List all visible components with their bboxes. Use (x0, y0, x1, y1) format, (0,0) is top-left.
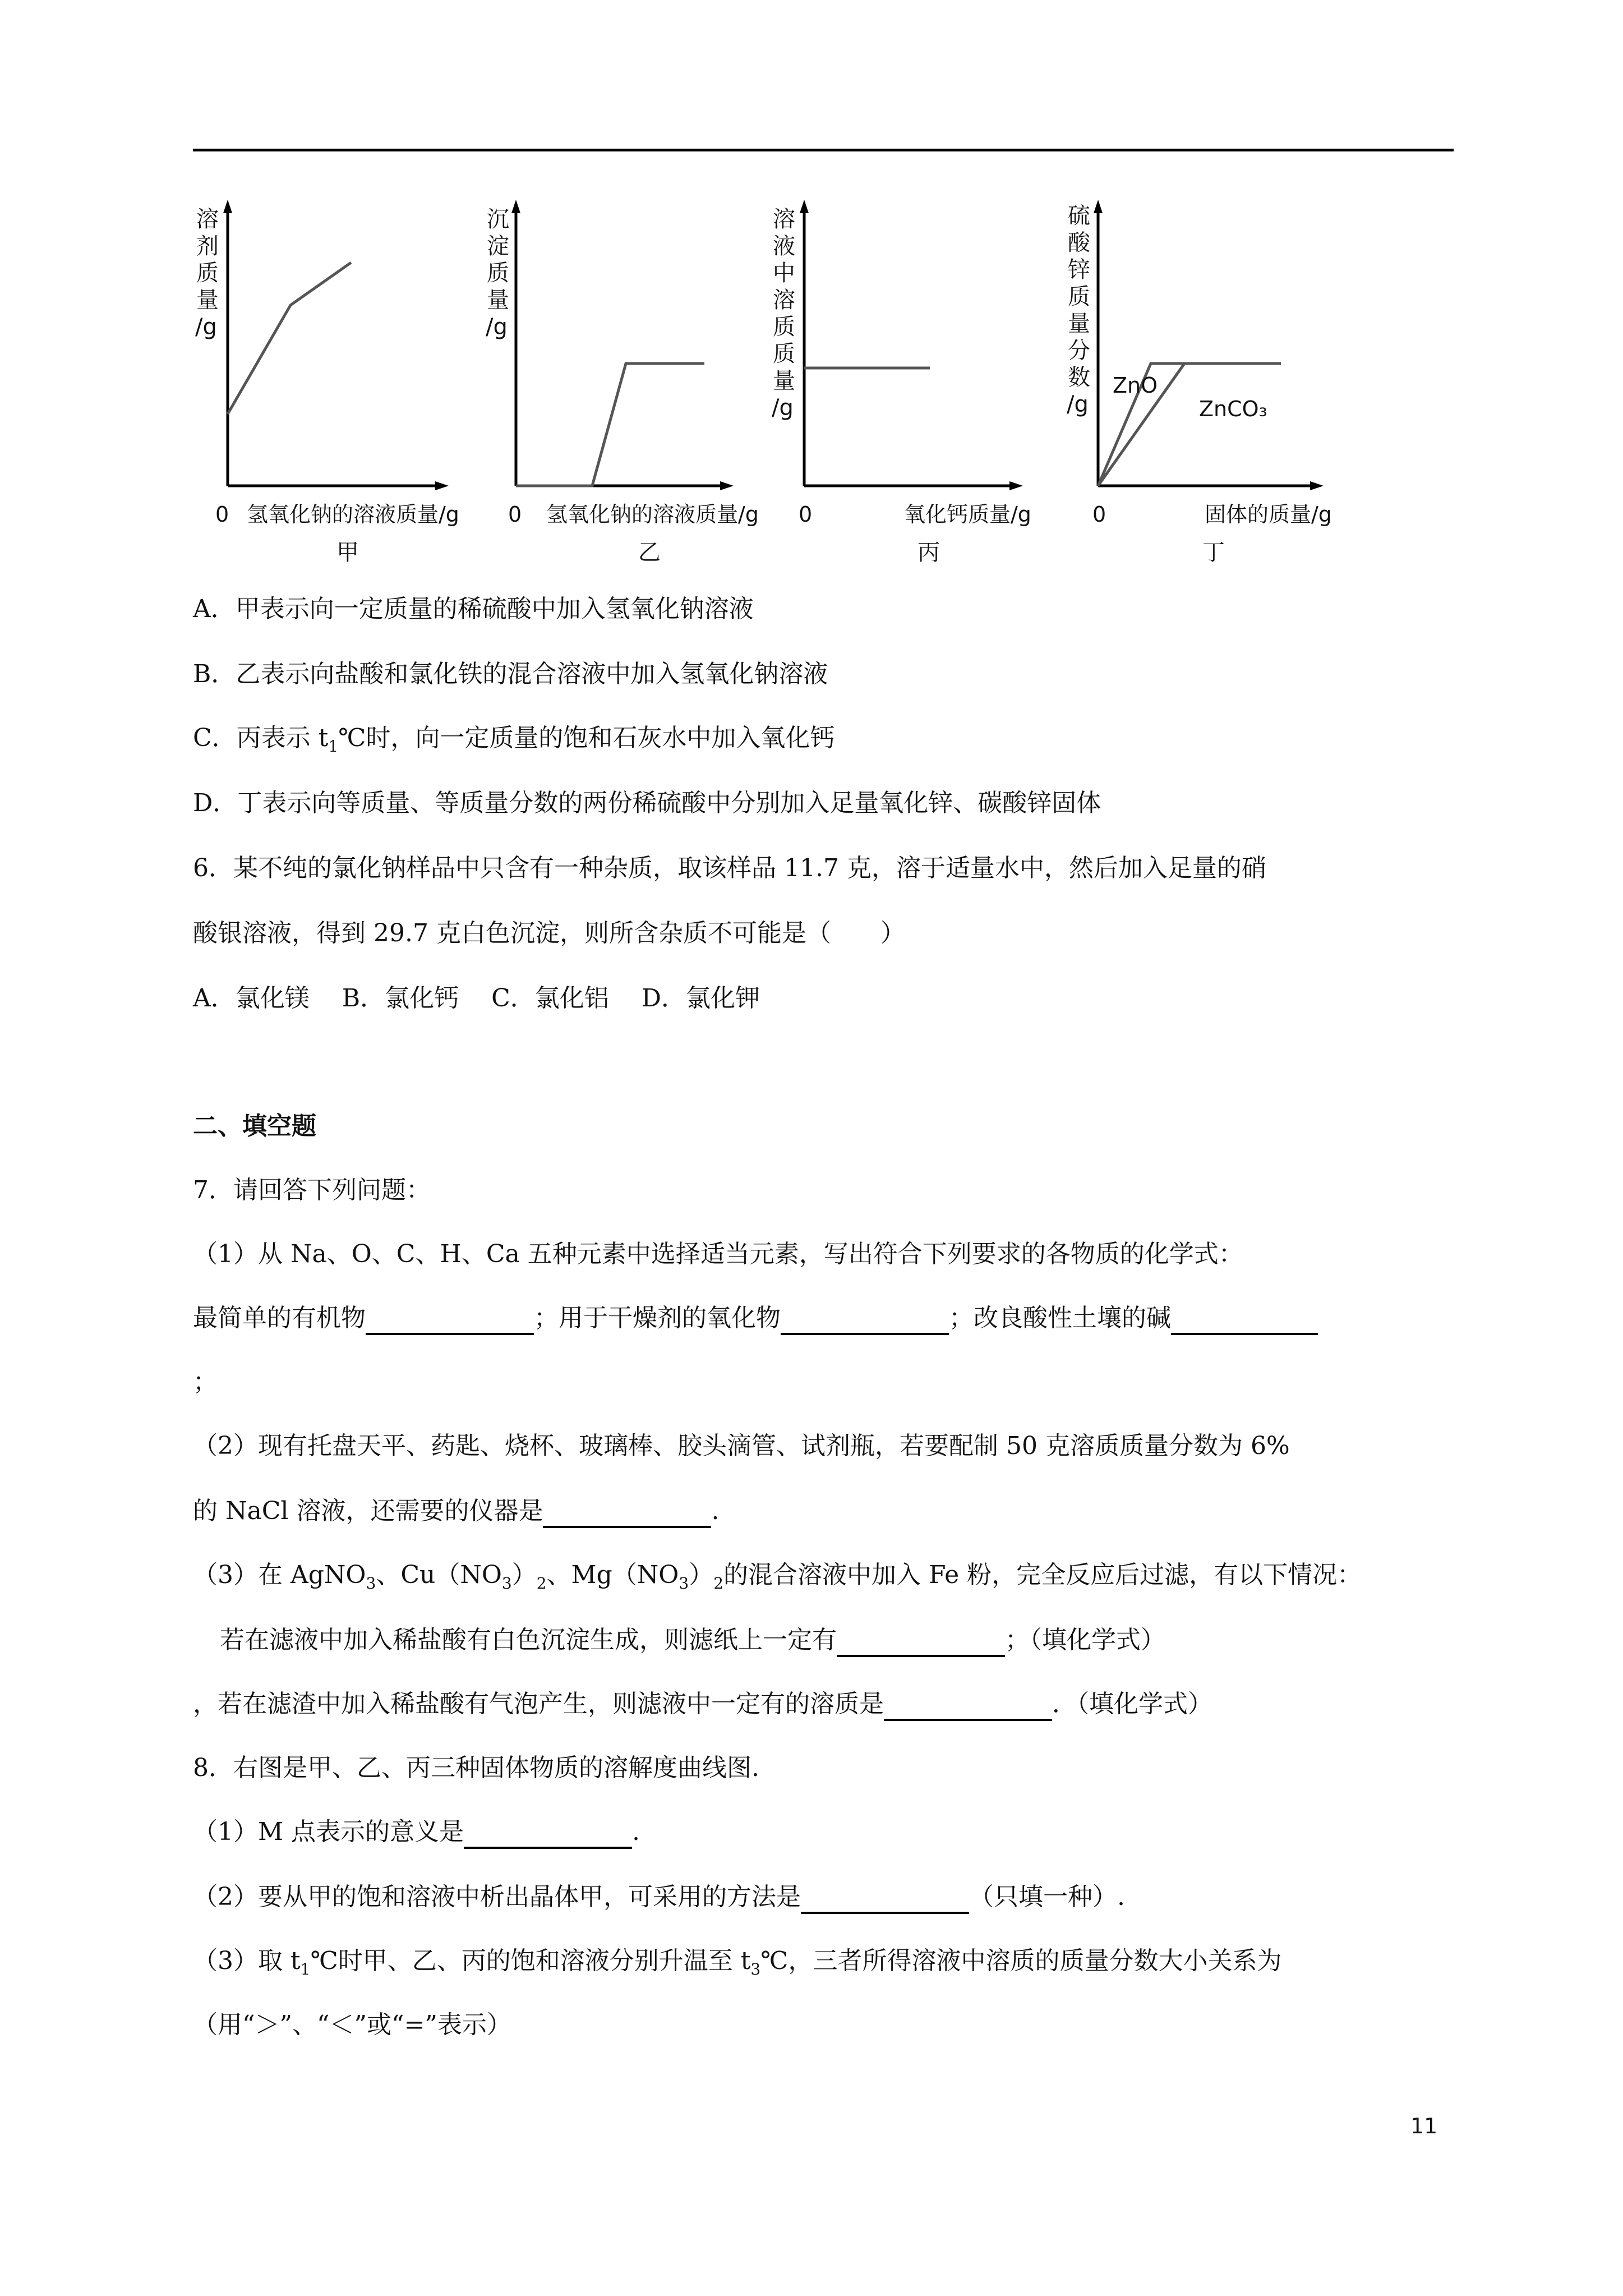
jia-xlabel: 氢氧化钠的溶液质量/g (247, 502, 459, 527)
bing-y-arrow (800, 200, 809, 213)
jia-ylabel-4: /g (195, 314, 217, 340)
ding-label-zno: ZnO (1113, 373, 1158, 398)
q6-line-1: 6．某不纯的氯化钠样品中只含有一种杂质，取该样品 11.7 克，溶于适量水中，然后加入足量的硝 (193, 854, 1266, 882)
q8-part3-line1 (193, 1944, 1281, 1986)
ding-label-znco3: ZnCO₃ (1199, 397, 1267, 421)
q7-p3-c: ） (511, 1561, 537, 1589)
q7-part3-line1 (193, 1558, 1362, 1600)
q7-part2-line2 (193, 1494, 719, 1528)
q5-option-a: A．甲表示向一定质量的稀硫酸中加入氢氧化钠溶液 (193, 595, 754, 623)
answer-blank-instrument[interactable] (543, 1500, 711, 1528)
chart-jia (195, 200, 459, 565)
q8-p3-c: ℃，三者所得溶液中溶质的质量分数大小关系为 (760, 1947, 1282, 1975)
answer-blank-m-point[interactable] (464, 1821, 632, 1849)
yi-x-arrow (720, 481, 734, 490)
q8-stem: 8．右图是甲、乙、丙三种固体物质的溶解度曲线图. (193, 1754, 759, 1782)
chart-bing (772, 200, 1031, 565)
q7-p3-s3: 2 (536, 1573, 547, 1593)
yi-origin: 0 (508, 502, 522, 527)
jia-line (228, 263, 351, 414)
jia-caption: 甲 (336, 540, 359, 565)
bing-ylabel-0: 溶 (773, 206, 795, 232)
q7-p3-e: ） (689, 1561, 714, 1589)
figure-four-graphs (195, 194, 1339, 567)
ding-ylabel-5: 分 (1068, 338, 1090, 364)
bing-ylabel-3: 溶 (773, 287, 795, 313)
yi-ylabel-2: 质 (487, 260, 509, 286)
bing-ylabel-2: 中 (773, 260, 795, 286)
q8-part2 (193, 1880, 1125, 1914)
yi-ylabel-0: 沉 (487, 206, 509, 232)
ding-ylabel-1: 酸 (1068, 230, 1090, 256)
q8-p1b: . (632, 1818, 640, 1846)
page-number: 11 (1410, 2114, 1438, 2138)
bing-x-arrow (1009, 481, 1023, 490)
jia-ylabel-1: 剂 (196, 233, 219, 259)
q5-option-c-pre: C．丙表示 t (193, 724, 329, 752)
q7-p3-s4: 3 (679, 1573, 689, 1593)
q7-part2-line1: （2）现有托盘天平、药匙、烧杯、玻璃棒、胶头滴管、试剂瓶，若要配制 50 克溶质质量分数为 6% (193, 1432, 1290, 1460)
ding-ylabel-0: 硫 (1068, 203, 1090, 229)
ding-ylabel-4: 量 (1068, 311, 1090, 337)
yi-caption: 乙 (638, 540, 661, 565)
jia-origin: 0 (215, 502, 229, 527)
answer-blank-base[interactable] (1171, 1307, 1318, 1335)
q7-p2b: 的 NaCl 溶液，还需要的仪器是 (193, 1497, 543, 1525)
q7-p3-a: （3）在 AgNO (193, 1561, 366, 1589)
q8-p2b: （只填一种）. (969, 1883, 1125, 1911)
q7-p3l2b: ；（填化学式） (1005, 1626, 1165, 1654)
yi-ylabel-3: 量 (487, 287, 509, 313)
yi-line (516, 364, 704, 486)
q5-option-d: D．丁表示向等质量、等质量分数的两份稀硫酸中分别加入足量氧化锌、碳酸锌固体 (193, 789, 1101, 817)
q7-p3-s1: 3 (366, 1573, 376, 1593)
q7-p3l2a: 若在滤液中加入稀盐酸有白色沉淀生成，则滤纸上一定有 (220, 1626, 837, 1654)
q7-p1b: ；用于干燥剂的氧化物 (534, 1304, 781, 1332)
q7-p3-s2: 3 (501, 1573, 512, 1593)
graphs-svg (195, 194, 1339, 567)
answer-blank-filter-paper[interactable] (837, 1629, 1005, 1657)
ding-ylabel-7: /g (1067, 392, 1089, 417)
ding-x-arrow (1310, 481, 1324, 490)
q7-p1a: 最简单的有机物 (193, 1304, 366, 1332)
yi-xlabel: 氢氧化钠的溶液质量/g (546, 502, 759, 527)
bing-caption: 丙 (917, 540, 940, 565)
q8-part1 (193, 1815, 640, 1849)
answer-blank-organic[interactable] (366, 1307, 534, 1335)
q6-line-2: 酸银溶液，得到 29.7 克白色沉淀，则所含杂质不可能是（ ） (193, 919, 905, 947)
q7-part1: （1）从 Na、O、C、H、Ca 五种元素中选择适当元素，写出符合下列要求的各物质的化学式： (193, 1240, 1243, 1268)
q5-option-b: B．乙表示向盐酸和氯化铁的混合溶液中加入氢氧化钠溶液 (193, 660, 828, 688)
q7-p3-d: 、Mg（NO (546, 1561, 679, 1589)
ding-xlabel: 固体的质量/g (1205, 502, 1332, 527)
jia-x-arrow (435, 481, 449, 490)
ding-caption: 丁 (1202, 540, 1225, 565)
yi-ylabel-4: /g (486, 314, 508, 340)
q7-part1-blanks (193, 1301, 1318, 1335)
chart-yi (486, 200, 759, 565)
jia-ylabel-3: 量 (196, 287, 219, 313)
q8-p1a: （1）M 点表示的意义是 (193, 1818, 464, 1846)
bing-ylabel-5: 质 (773, 341, 795, 367)
chart-ding (1067, 200, 1332, 565)
answer-blank-desiccant[interactable] (781, 1307, 949, 1335)
jia-y-arrow (223, 200, 232, 213)
jia-ylabel-0: 溶 (196, 206, 219, 232)
q7-stem: 7．请回答下列问题： (193, 1176, 431, 1204)
q5-option-c (193, 721, 834, 763)
q7-part1-end: ； (193, 1368, 218, 1396)
bing-ylabel-7: /g (772, 395, 794, 421)
answer-blank-solute[interactable] (884, 1693, 1052, 1721)
bing-ylabel-1: 液 (773, 233, 795, 259)
section-title-fill-in: 二、填空题 (193, 1112, 316, 1140)
ding-ylabel-3: 质 (1068, 284, 1090, 310)
q6-options: A．氯化镁 B．氯化钙 C．氯化铝 D．氯化钾 (193, 984, 760, 1013)
q5-option-c-post: ℃时，向一定质量的饱和石灰水中加入氧化钙 (338, 724, 835, 752)
jia-ylabel-2: 质 (196, 260, 219, 286)
q7-p3l3a: ，若在滤渣中加入稀盐酸有气泡产生，则滤液中一定有的溶质是 (193, 1690, 884, 1718)
ding-origin: 0 (1092, 502, 1106, 527)
q8-p3-s1: 1 (300, 1959, 311, 1978)
ding-ylabel-6: 数 (1068, 365, 1090, 390)
yi-y-arrow (511, 200, 520, 213)
yi-ylabel-1: 淀 (487, 233, 509, 259)
bing-ylabel-6: 量 (773, 368, 795, 394)
q7-part3-line3 (193, 1687, 1212, 1721)
q7-p3-f: 的混合溶液中加入 Fe 粉，完全反应后过滤，有以下情况： (723, 1561, 1362, 1589)
bing-xlabel: 氧化钙质量/g (904, 502, 1031, 527)
ding-y-arrow (1094, 200, 1103, 213)
q8-part3-line2: （用“＞”、“＜”或“=”表示） (193, 2010, 511, 2039)
answer-blank-method[interactable] (801, 1886, 969, 1914)
header-rule (193, 149, 1454, 151)
q7-p3-s5: 2 (713, 1573, 724, 1593)
q7-p3-b: 、Cu（NO (376, 1561, 502, 1589)
q8-p3-a: （3）取 t (193, 1947, 301, 1975)
q7-part3-line2 (220, 1623, 1165, 1657)
q7-p2c: . (711, 1497, 720, 1525)
q8-p3-b: ℃时甲、乙、丙的饱和溶液分别升温至 t (310, 1947, 751, 1975)
q7-p1c: ；改良酸性土壤的碱 (949, 1304, 1171, 1332)
bing-origin: 0 (799, 502, 813, 527)
q7-p3l3b: ．（填化学式） (1052, 1690, 1212, 1718)
q8-p3-s2: 3 (750, 1959, 761, 1978)
q5-option-c-sub: 1 (328, 737, 339, 756)
ding-ylabel-2: 锌 (1068, 257, 1090, 283)
bing-ylabel-4: 质 (773, 314, 795, 340)
q8-p2a: （2）要从甲的饱和溶液中析出晶体甲，可采用的方法是 (193, 1883, 801, 1911)
